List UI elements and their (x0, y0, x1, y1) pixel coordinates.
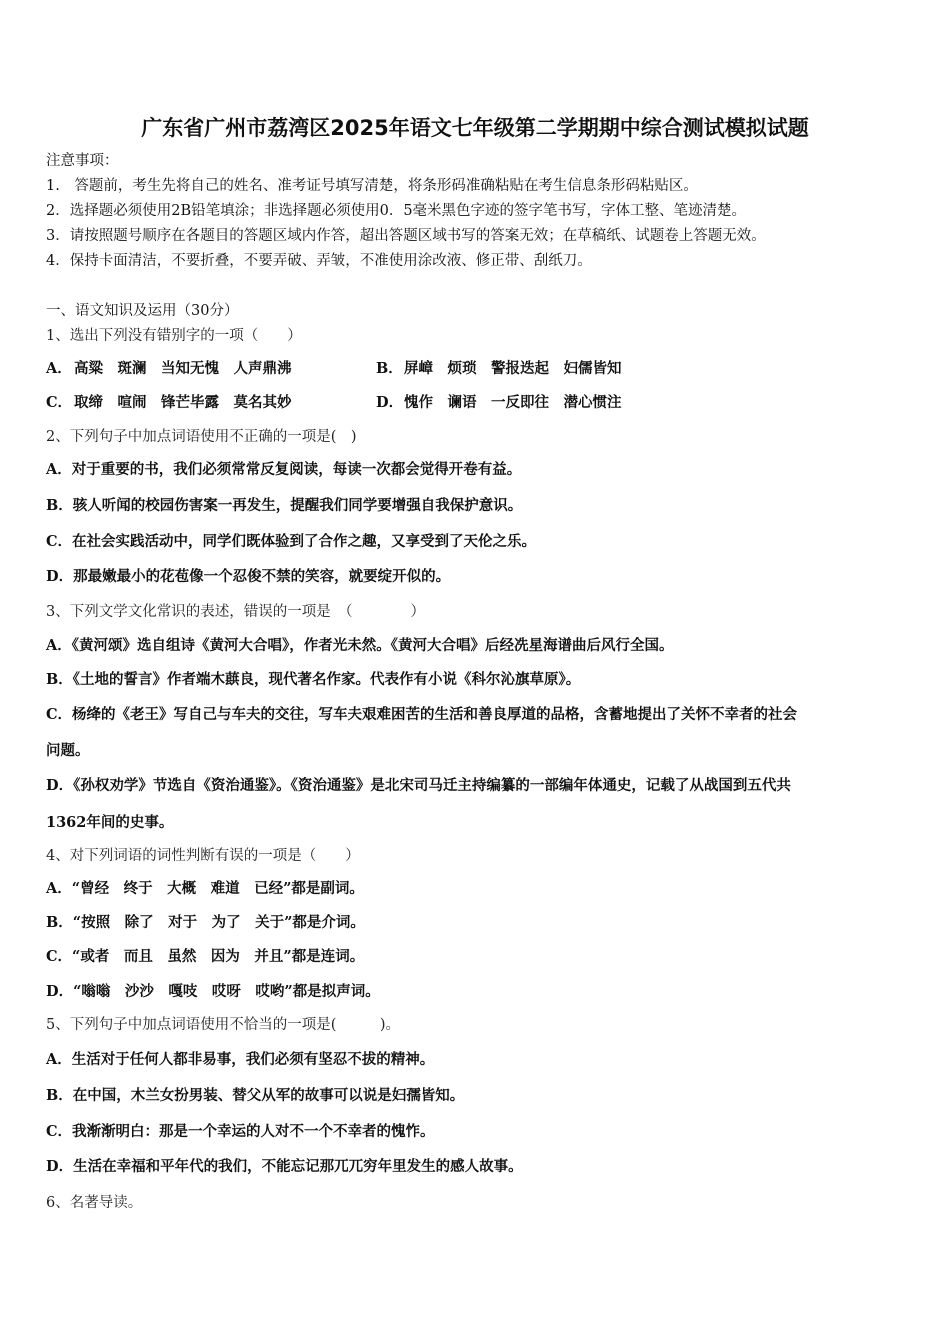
question-1-option-b (376, 359, 622, 379)
section-heading: 一、语文知识及运用（30分） (46, 303, 239, 319)
question-3-option-b: B．《土地的誓言》作者端木蕻良，现代著名作家。代表作有小说《科尔沁旗草原》。 (46, 671, 581, 688)
question-3-stem: 3、下列文学文化常识的表述，错误的一项是 （ ） (46, 604, 425, 620)
notice-heading: 注意事项： (46, 153, 119, 169)
question-4-option-a: A．“曾经 终于 大概 难道 已经”都是副词。 (46, 880, 364, 897)
question-1-option-d (376, 393, 622, 413)
option-label: A． (46, 360, 72, 377)
notice-item-4: 4．保持卡面清洁，不要折叠，不要弄破、弄皱，不准使用涂改液、修正带、刮纸刀。 (46, 253, 592, 269)
question-1-option-c (46, 393, 292, 413)
option-text: 高粱 斑澜 当知无愧 人声鼎沸 (74, 360, 292, 377)
option-label: C． (46, 394, 73, 411)
question-3-option-c-line1: C．杨绛的《老王》写自己与车夫的交往，写车夫艰难困苦的生活和善良厚道的品格，含蓄地提出了关怀不幸者的社会 (46, 706, 798, 723)
question-5-option-b: B．在中国，木兰女扮男装、替父从军的故事可以说是妇孺皆知。 (46, 1087, 465, 1104)
question-5-option-c: C．我渐渐明白：那是一个幸运的人对不一个不幸者的愧怍。 (46, 1123, 435, 1140)
option-label: B． (376, 360, 403, 377)
question-4-option-c: C．“或者 而且 虽然 因为 并且”都是连词。 (46, 948, 365, 965)
question-5-option-a: A．生活对于任何人都非易事，我们必须有坚忍不拔的精神。 (46, 1051, 435, 1068)
question-2-stem: 2、下列句子中加点词语使用不正确的一项是( ) (46, 429, 357, 445)
question-4-option-d: D．“嗡嗡 沙沙 嘎吱 哎呀 哎哟”都是拟声词。 (46, 983, 380, 1000)
option-text: 屏嶂 烦琐 警报迭起 妇儒皆知 (404, 360, 622, 377)
question-4-option-b: B．“按照 除了 对于 为了 关于”都是介词。 (46, 914, 365, 931)
question-3-option-d-line1: D．《孙权劝学》节选自《资治通鉴》。《资治通鉴》是北宋司马迁主持编纂的一部编年体通史，记载了从战国到五代共 (46, 777, 791, 794)
notice-item-1: 1. 答题前，考生先将自己的姓名、准考证号填写清楚，将条形码准确粘贴在考生信息条形码粘贴区。 (46, 178, 698, 194)
option-text: 愧作 谰语 一反即往 潜心惯注 (404, 394, 622, 411)
question-5-option-d: D．生活在幸福和平年代的我们，不能忘记那兀兀穷年里发生的感人故事。 (46, 1158, 523, 1175)
question-2-option-b: B．骇人听闻的校园伤害案一再发生，提醒我们同学要增强自我保护意识。 (46, 497, 523, 514)
question-3-option-a: A．《黄河颂》选自组诗《黄河大合唱》，作者光未然。《黄河大合唱》后经冼星海谱曲后风行全国。 (46, 637, 674, 654)
question-4-stem: 4、对下列词语的词性判断有误的一项是（ ） (46, 848, 360, 864)
question-6-stem: 6、名著导读。 (46, 1195, 143, 1211)
question-2-option-d: D．那最嫩最小的花苞像一个忍俊不禁的笑容，就要绽开似的。 (46, 568, 451, 585)
question-1-option-a (46, 359, 292, 379)
option-text: 取缔 喧闹 锋芒毕露 莫名其妙 (74, 394, 292, 411)
question-3-option-c-line2: 问题。 (46, 742, 90, 759)
page-title: 广东省广州市荔湾区2025年语文七年级第二学期期中综合测试模拟试题 (141, 116, 809, 140)
question-3-option-d-line2: 1362年间的史事。 (46, 814, 174, 831)
notice-item-2: 2．选择题必须使用2B铅笔填涂；非选择题必须使用0．5毫米黑色字迹的签字笔书写，字体工整、笔迹清楚。 (46, 203, 747, 219)
question-2-option-a: A．对于重要的书，我们必须常常反复阅读，每读一次都会觉得开卷有益。 (46, 461, 522, 478)
question-5-stem: 5、下列句子中加点词语使用不恰当的一项是( )。 (46, 1017, 401, 1033)
option-label: D． (376, 394, 404, 411)
question-2-option-c: C．在社会实践活动中，同学们既体验到了合作之趣，又享受到了天伦之乐。 (46, 533, 537, 550)
notice-item-3: 3．请按照题号顺序在各题目的答题区域内作答，超出答题区域书写的答案无效；在草稿纸、试题卷上答题无效。 (46, 228, 766, 244)
question-1-stem: 1、选出下列没有错别字的一项（ ） (46, 328, 302, 344)
